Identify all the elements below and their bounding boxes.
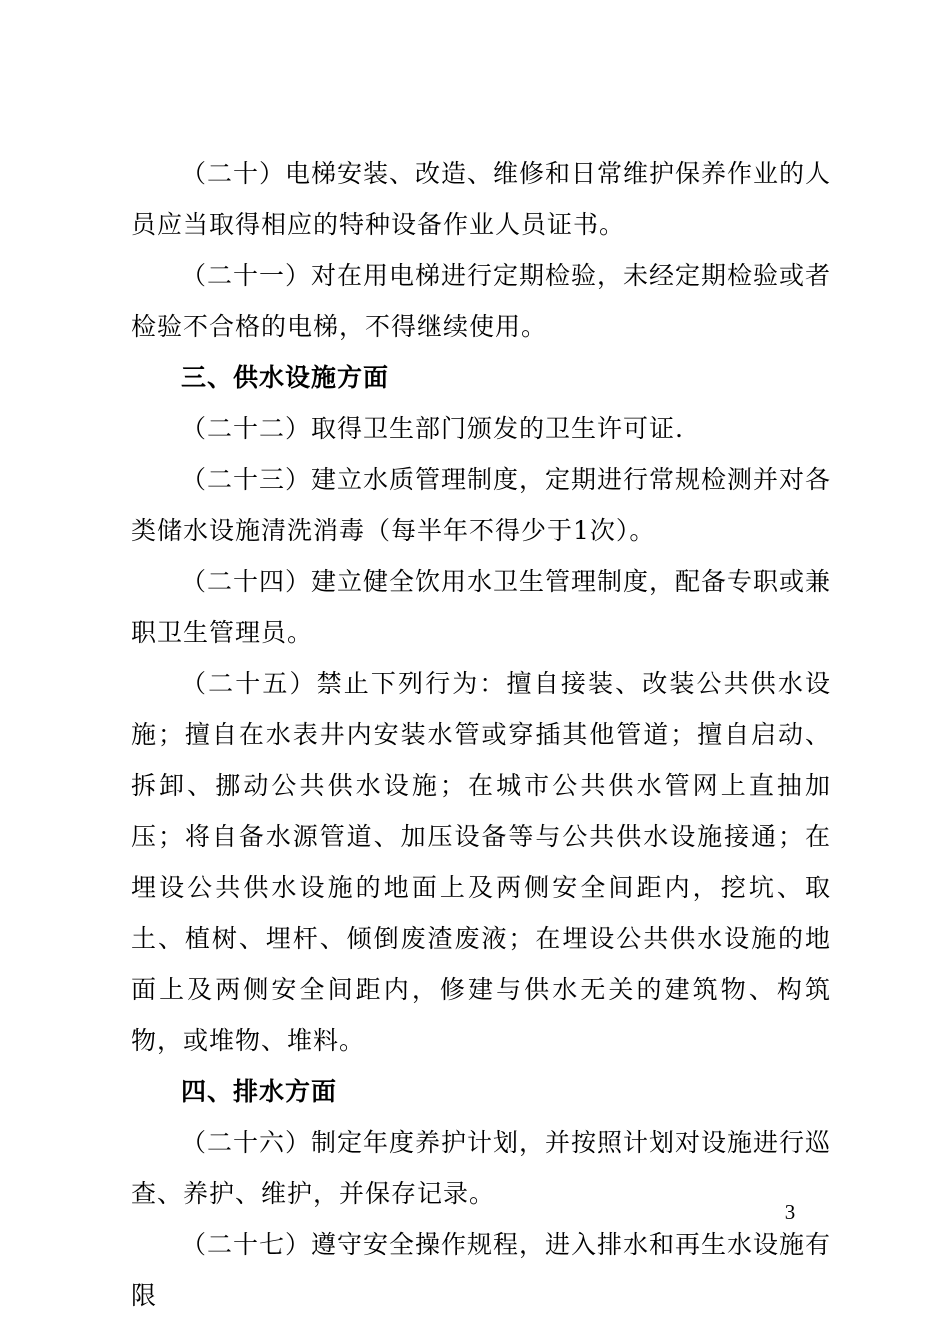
paragraph-item-26: （二十六）制定年度养护计划，并按照计划对设施进行巡查、养护、维护，并保存记录。 (131, 1128, 832, 1208)
paragraph-item-27: （二十七）遵守安全操作规程，进入排水和再生水设施有限 (131, 1230, 832, 1310)
paragraph-item-21: （二十一）对在用电梯进行定期检验，未经定期检验或者检验不合格的电梯，不得继续使用。 (131, 261, 832, 341)
paragraph-item-20: （二十）电梯安装、改造、维修和日常维护保养作业的人员应当取得相应的特种设备作业人员证书。 (131, 159, 832, 239)
page-number: 3 (784, 1200, 796, 1224)
paragraph-item-22: （二十二）取得卫生部门颁发的卫生许可证. (181, 414, 684, 443)
document-body (131, 148, 831, 1321)
section-heading-water-supply: 三、供水设施方面 (181, 363, 390, 392)
section-heading-drainage: 四、排水方面 (181, 1077, 338, 1106)
paragraph-item-24: （二十四）建立健全饮用水卫生管理制度，配备专职或兼职卫生管理员。 (131, 567, 832, 647)
paragraph-item-25: （二十五）禁止下列行为：擅自接装、改装公共供水设施；擅自在水表井内安装水管或穿插其他管道；擅自启动、拆卸、挪动公共供水设施；在城市公共供水管网上直抽加压；将自备水源管道、加压设备等与公共供水设施接通；在埋设公共供水设施的地面上及两侧安全间距内，挖坑、取土、植树、埋杆、倾倒废渣废液；在埋设公共供水设施的地面上及两侧安全间距内，修建与供水无关的建筑物、构筑物，或堆物、堆料。 (131, 669, 831, 1055)
paragraph-item-23: （二十三）建立水质管理制度，定期进行常规检测并对各类储水设施清洗消毒（每半年不得少于1次）。 (131, 465, 832, 545)
